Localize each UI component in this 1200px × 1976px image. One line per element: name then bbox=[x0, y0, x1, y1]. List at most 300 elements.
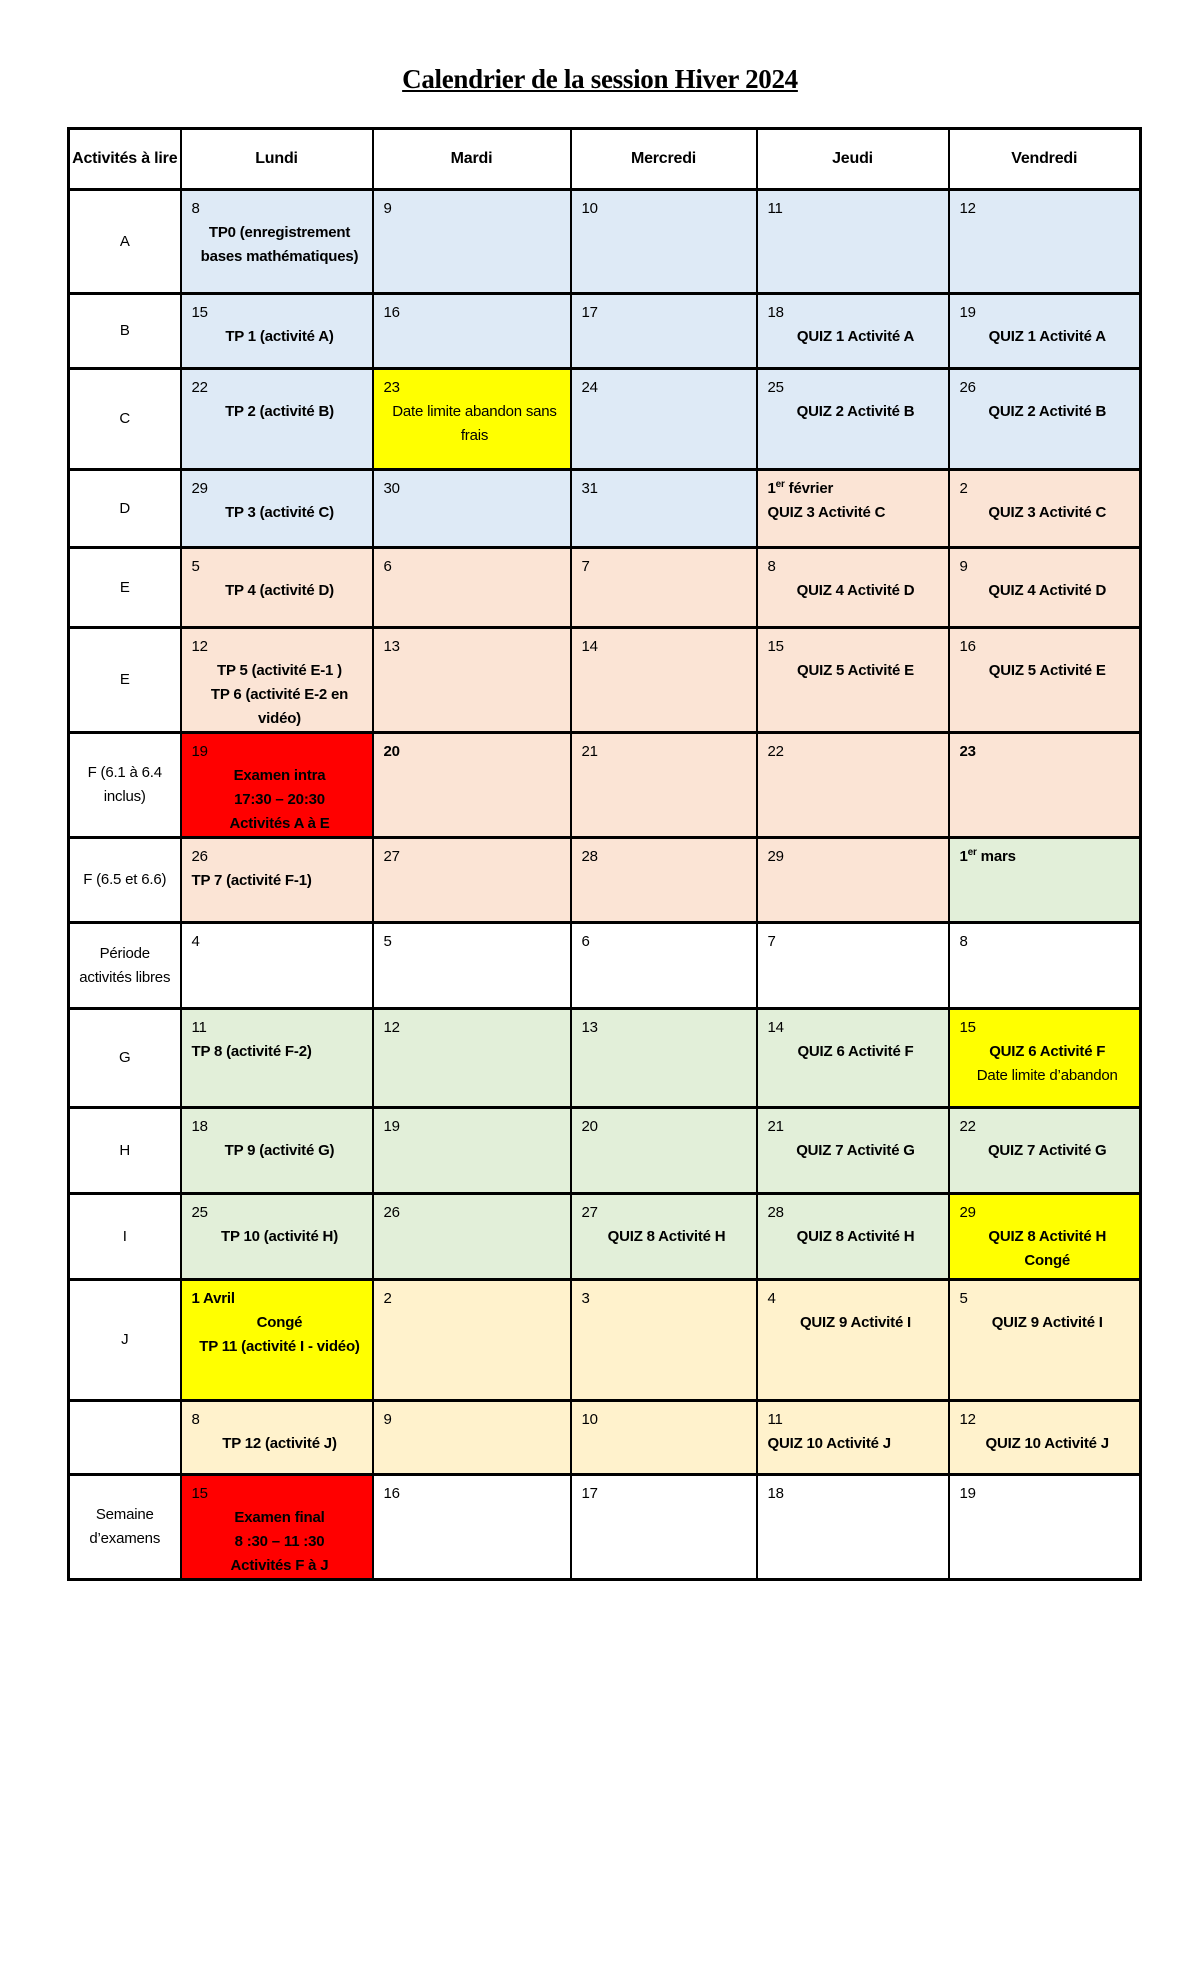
event-text: TP 5 (activité E-1 ) bbox=[217, 662, 342, 679]
event-text: TP 6 (activité E-2 en vidéo) bbox=[210, 686, 349, 727]
week-row bbox=[69, 1475, 1141, 1580]
day-cell bbox=[949, 733, 1141, 838]
day-cell bbox=[571, 470, 757, 548]
day-number-value: 19 bbox=[959, 304, 976, 321]
week-activities-label: J bbox=[69, 1280, 181, 1401]
event-text: Congé bbox=[1024, 1252, 1071, 1269]
day-number-value: 14 bbox=[581, 638, 598, 655]
day-cell bbox=[373, 1009, 571, 1108]
event-text: Examen final bbox=[234, 1509, 325, 1526]
week-row bbox=[69, 369, 1141, 470]
day-number bbox=[582, 197, 752, 221]
day-number bbox=[768, 845, 944, 869]
day-cell bbox=[181, 294, 373, 369]
header-row bbox=[69, 129, 1141, 190]
day-number-value: 13 bbox=[383, 638, 400, 655]
day-number-value: 14 bbox=[767, 1019, 784, 1036]
day-cell bbox=[373, 1401, 571, 1475]
day-number-value: 8 bbox=[959, 933, 968, 950]
day-cell bbox=[181, 923, 373, 1009]
week-row bbox=[69, 1194, 1141, 1280]
day-number-value: 17 bbox=[581, 1485, 598, 1502]
day-cell bbox=[757, 1194, 949, 1280]
day-number bbox=[582, 477, 752, 501]
day-number bbox=[768, 301, 944, 325]
day-number-value: 12 bbox=[959, 1411, 976, 1428]
day-cell bbox=[373, 1194, 571, 1280]
day-cell bbox=[181, 1194, 373, 1280]
month-name: février bbox=[784, 480, 834, 497]
day-number-value: 15 bbox=[767, 638, 784, 655]
day-number bbox=[582, 1016, 752, 1040]
ordinal-suffix: er bbox=[775, 479, 785, 490]
event-text: 17:30 – 20:30 bbox=[234, 791, 325, 808]
event-text: QUIZ 1 Activité A bbox=[796, 328, 915, 345]
event-text: QUIZ 10 Activité J bbox=[985, 1435, 1109, 1452]
day-cell bbox=[949, 369, 1141, 470]
day-cell bbox=[571, 548, 757, 628]
day-number-value: 12 bbox=[383, 1019, 400, 1036]
event-text: TP 9 (activité G) bbox=[224, 1142, 335, 1159]
day-number bbox=[384, 930, 566, 954]
day-cell bbox=[757, 294, 949, 369]
day-cell bbox=[949, 190, 1141, 294]
event-text: QUIZ 7 Activité G bbox=[796, 1142, 915, 1159]
event-text: TP 2 (activité B) bbox=[225, 403, 334, 420]
day-number bbox=[768, 740, 944, 764]
day-cell bbox=[181, 369, 373, 470]
day-number-value: 9 bbox=[383, 1411, 392, 1428]
day-number-value: 18 bbox=[767, 304, 784, 321]
event-text: QUIZ 3 Activité C bbox=[988, 504, 1107, 521]
day-number-value: 7 bbox=[581, 558, 590, 575]
day-number bbox=[192, 740, 368, 764]
event-text: QUIZ 6 Activité F bbox=[797, 1043, 914, 1060]
week-activities-label bbox=[69, 1401, 181, 1475]
day-number bbox=[192, 845, 368, 869]
day-cell bbox=[181, 1009, 373, 1108]
day-number-value: 3 bbox=[581, 1290, 590, 1307]
day-cell bbox=[571, 923, 757, 1009]
day-number bbox=[582, 845, 752, 869]
day-number bbox=[582, 1115, 752, 1139]
day-number-value: 29 bbox=[959, 1204, 976, 1221]
day-cell bbox=[571, 733, 757, 838]
day-cell bbox=[181, 1475, 373, 1580]
day-number-value: 10 bbox=[581, 200, 598, 217]
day-number bbox=[192, 1482, 368, 1506]
week-activities-label: G bbox=[69, 1009, 181, 1108]
day-number-value: 6 bbox=[383, 558, 392, 575]
week-row bbox=[69, 1108, 1141, 1194]
day-number bbox=[384, 1287, 566, 1311]
day-number-value: 16 bbox=[959, 638, 976, 655]
day-number bbox=[192, 376, 368, 400]
day-cell bbox=[181, 838, 373, 923]
day-cell bbox=[571, 1280, 757, 1401]
day-number bbox=[582, 376, 752, 400]
day-number bbox=[960, 1482, 1136, 1506]
event-text: Activités F à J bbox=[230, 1557, 329, 1574]
day-number-value: 7 bbox=[767, 933, 776, 950]
week-activities-label: F (6.5 et 6.6) bbox=[69, 838, 181, 923]
event-text: TP 11 (activité I - vidéo) bbox=[199, 1338, 360, 1355]
day-number bbox=[384, 197, 566, 221]
day-number bbox=[582, 1201, 752, 1225]
event-text: TP 12 (activité J) bbox=[222, 1435, 337, 1452]
day-cell bbox=[181, 628, 373, 733]
day-number-value: 21 bbox=[581, 743, 598, 760]
event-text: Congé bbox=[256, 1314, 303, 1331]
day-number-value: 16 bbox=[383, 304, 400, 321]
event-text: QUIZ 7 Activité G bbox=[987, 1142, 1107, 1159]
day-cell bbox=[949, 838, 1141, 923]
day-number-value: 20 bbox=[581, 1118, 598, 1135]
day-number bbox=[384, 1201, 566, 1225]
day-number-value: 12 bbox=[959, 200, 976, 217]
week-activities-label: I bbox=[69, 1194, 181, 1280]
day-number bbox=[582, 1287, 752, 1311]
event-text: QUIZ 5 Activité E bbox=[797, 662, 914, 679]
event-text: TP 1 (activité A) bbox=[225, 328, 334, 345]
day-number bbox=[192, 555, 368, 579]
day-cell bbox=[949, 294, 1141, 369]
day-cell bbox=[949, 470, 1141, 548]
day-number-value: 25 bbox=[767, 379, 784, 396]
day-number bbox=[192, 197, 368, 221]
day-number bbox=[384, 477, 566, 501]
day-number bbox=[582, 301, 752, 325]
day-number bbox=[768, 930, 944, 954]
day-number bbox=[192, 635, 368, 659]
event-text: Date limite d’abandon bbox=[976, 1067, 1118, 1084]
day-number-value: 25 bbox=[191, 1204, 208, 1221]
day-number bbox=[768, 1287, 944, 1311]
day-number-value: 10 bbox=[581, 1411, 598, 1428]
day-number bbox=[384, 1482, 566, 1506]
day-cell bbox=[949, 1401, 1141, 1475]
day-cell bbox=[949, 1475, 1141, 1580]
event-text: TP 3 (activité C) bbox=[225, 504, 334, 521]
session-calendar-table bbox=[67, 127, 1142, 1581]
day-number-value: 1 Avril bbox=[191, 1290, 235, 1307]
day-number bbox=[768, 1115, 944, 1139]
event-text: QUIZ 6 Activité F bbox=[989, 1043, 1106, 1060]
day-number-value: 4 bbox=[191, 933, 200, 950]
week-row bbox=[69, 548, 1141, 628]
day-cell bbox=[757, 1280, 949, 1401]
day-cell bbox=[181, 548, 373, 628]
week-row bbox=[69, 1401, 1141, 1475]
day-cell bbox=[373, 838, 571, 923]
day-number-value: 5 bbox=[191, 558, 200, 575]
day-number-value: 1 bbox=[767, 480, 776, 497]
day-cell bbox=[373, 923, 571, 1009]
day-number-value: 31 bbox=[581, 480, 598, 497]
day-cell bbox=[373, 1280, 571, 1401]
day-number-value: 9 bbox=[959, 558, 968, 575]
day-number bbox=[192, 930, 368, 954]
day-number-value: 27 bbox=[581, 1204, 598, 1221]
week-activities-label: A bbox=[69, 190, 181, 294]
day-cell bbox=[373, 733, 571, 838]
day-number bbox=[582, 1482, 752, 1506]
event-text: TP 10 (activité H) bbox=[220, 1228, 338, 1245]
day-cell bbox=[571, 190, 757, 294]
day-cell bbox=[571, 1475, 757, 1580]
day-number bbox=[384, 301, 566, 325]
week-row bbox=[69, 628, 1141, 733]
day-number bbox=[768, 197, 944, 221]
day-number-value: 23 bbox=[383, 379, 400, 396]
week-activities-label: B bbox=[69, 294, 181, 369]
day-cell bbox=[181, 1108, 373, 1194]
day-cell bbox=[373, 294, 571, 369]
day-cell bbox=[757, 190, 949, 294]
day-number bbox=[768, 376, 944, 400]
event-text: TP 8 (activité F-2) bbox=[191, 1043, 312, 1060]
day-number-value: 18 bbox=[191, 1118, 208, 1135]
day-cell bbox=[181, 733, 373, 838]
day-number bbox=[960, 930, 1136, 954]
week-row bbox=[69, 923, 1141, 1009]
day-number bbox=[582, 930, 752, 954]
day-number bbox=[960, 1408, 1136, 1432]
day-number-value: 29 bbox=[767, 848, 784, 865]
day-number bbox=[582, 740, 752, 764]
day-number-value: 22 bbox=[191, 379, 208, 396]
day-number bbox=[384, 635, 566, 659]
day-number-value: 8 bbox=[191, 200, 200, 217]
day-number bbox=[960, 635, 1136, 659]
day-number bbox=[582, 635, 752, 659]
day-cell bbox=[373, 1108, 571, 1194]
day-number bbox=[768, 1016, 944, 1040]
day-cell bbox=[373, 190, 571, 294]
day-number-value: 5 bbox=[959, 1290, 968, 1307]
day-number-value: 16 bbox=[383, 1485, 400, 1502]
week-row bbox=[69, 470, 1141, 548]
day-number-value: 9 bbox=[383, 200, 392, 217]
event-text: QUIZ 5 Activité E bbox=[988, 662, 1106, 679]
event-text: QUIZ 9 Activité I bbox=[991, 1314, 1103, 1331]
day-cell bbox=[949, 1280, 1141, 1401]
day-cell bbox=[757, 1009, 949, 1108]
week-activities-label: H bbox=[69, 1108, 181, 1194]
day-cell bbox=[571, 369, 757, 470]
day-number-value: 26 bbox=[959, 379, 976, 396]
day-number bbox=[960, 301, 1136, 325]
day-cell bbox=[949, 1194, 1141, 1280]
day-cell bbox=[757, 733, 949, 838]
day-number-value: 15 bbox=[191, 304, 208, 321]
day-cell bbox=[373, 628, 571, 733]
column-header-activities: Activités à lire bbox=[69, 129, 181, 190]
event-text: QUIZ 4 Activité D bbox=[988, 582, 1107, 599]
day-number bbox=[384, 740, 566, 764]
event-text: Date limite abandon sans frais bbox=[392, 403, 557, 444]
day-number-value: 8 bbox=[191, 1411, 200, 1428]
event-text: QUIZ 8 Activité H bbox=[607, 1228, 726, 1245]
day-cell bbox=[949, 628, 1141, 733]
day-number-value: 11 bbox=[767, 1411, 783, 1428]
day-number bbox=[960, 477, 1136, 501]
event-text: QUIZ 9 Activité I bbox=[799, 1314, 912, 1331]
day-number bbox=[384, 555, 566, 579]
day-number-value: 29 bbox=[191, 480, 208, 497]
day-cell bbox=[571, 1194, 757, 1280]
event-text: QUIZ 4 Activité D bbox=[796, 582, 915, 599]
event-text: QUIZ 1 Activité A bbox=[988, 328, 1106, 345]
column-header-lundi: Lundi bbox=[181, 129, 373, 190]
event-text: QUIZ 8 Activité H bbox=[988, 1228, 1107, 1245]
page-title: Calendrier de la session Hiver 2024 bbox=[402, 64, 798, 94]
day-number-value: 27 bbox=[383, 848, 400, 865]
column-header-mercredi: Mercredi bbox=[571, 129, 757, 190]
day-number bbox=[960, 555, 1136, 579]
day-number bbox=[960, 1287, 1136, 1311]
day-number bbox=[768, 1201, 944, 1225]
day-cell bbox=[571, 1108, 757, 1194]
day-number bbox=[192, 1115, 368, 1139]
event-text: QUIZ 2 Activité B bbox=[796, 403, 915, 420]
day-number bbox=[192, 1408, 368, 1432]
day-number bbox=[768, 635, 944, 659]
month-name: mars bbox=[976, 848, 1016, 865]
week-activities-label: E bbox=[69, 628, 181, 733]
week-row bbox=[69, 1009, 1141, 1108]
column-header-jeudi: Jeudi bbox=[757, 129, 949, 190]
day-number-value: 13 bbox=[581, 1019, 598, 1036]
day-cell bbox=[571, 294, 757, 369]
day-number-value: 22 bbox=[767, 743, 784, 760]
day-cell bbox=[571, 1009, 757, 1108]
day-cell bbox=[571, 628, 757, 733]
day-number bbox=[192, 1016, 368, 1040]
event-text: QUIZ 2 Activité B bbox=[988, 403, 1107, 420]
day-cell bbox=[571, 838, 757, 923]
event-text: Activités A à E bbox=[229, 815, 330, 832]
week-activities-label: Semaine d’examens bbox=[69, 1475, 181, 1580]
day-number bbox=[582, 1408, 752, 1432]
day-number-value: 11 bbox=[191, 1019, 207, 1036]
week-activities-label: C bbox=[69, 369, 181, 470]
day-cell bbox=[757, 548, 949, 628]
event-text: QUIZ 8 Activité H bbox=[796, 1228, 915, 1245]
day-number bbox=[960, 1016, 1136, 1040]
week-activities-label: D bbox=[69, 470, 181, 548]
day-number-value: 17 bbox=[581, 304, 598, 321]
day-number bbox=[768, 555, 944, 579]
week-row bbox=[69, 838, 1141, 923]
event-text: QUIZ 10 Activité J bbox=[767, 1435, 891, 1452]
day-number-value: 18 bbox=[767, 1485, 784, 1502]
day-cell bbox=[181, 1401, 373, 1475]
day-cell bbox=[949, 1009, 1141, 1108]
day-cell bbox=[757, 470, 949, 548]
day-cell bbox=[757, 838, 949, 923]
day-number-value: 28 bbox=[581, 848, 598, 865]
day-number bbox=[192, 477, 368, 501]
day-cell bbox=[757, 1475, 949, 1580]
day-number bbox=[384, 1016, 566, 1040]
day-number-value: 19 bbox=[191, 743, 208, 760]
day-number-value: 22 bbox=[959, 1118, 976, 1135]
day-number-value: 20 bbox=[383, 743, 400, 760]
day-number bbox=[582, 555, 752, 579]
day-cell bbox=[949, 923, 1141, 1009]
day-number-value: 12 bbox=[191, 638, 208, 655]
day-number-value: 19 bbox=[959, 1485, 976, 1502]
column-header-vendredi: Vendredi bbox=[949, 129, 1141, 190]
day-number bbox=[768, 477, 944, 501]
day-cell bbox=[757, 1108, 949, 1194]
day-number-value: 8 bbox=[767, 558, 776, 575]
day-number-value: 30 bbox=[383, 480, 400, 497]
day-number-value: 26 bbox=[383, 1204, 400, 1221]
day-number bbox=[960, 376, 1136, 400]
week-activities-label: Période activités libres bbox=[69, 923, 181, 1009]
day-number bbox=[192, 1201, 368, 1225]
week-row bbox=[69, 1280, 1141, 1401]
day-number bbox=[960, 1201, 1136, 1225]
event-text: 8 :30 – 11 :30 bbox=[234, 1533, 325, 1550]
day-number-value: 1 bbox=[959, 848, 968, 865]
day-number-value: 26 bbox=[191, 848, 208, 865]
day-cell bbox=[373, 548, 571, 628]
day-cell bbox=[757, 628, 949, 733]
event-text: Examen intra bbox=[233, 767, 326, 784]
week-row bbox=[69, 294, 1141, 369]
ordinal-suffix: er bbox=[967, 847, 977, 858]
day-cell bbox=[181, 190, 373, 294]
day-number-value: 4 bbox=[767, 1290, 776, 1307]
day-cell bbox=[571, 1401, 757, 1475]
day-cell bbox=[373, 470, 571, 548]
day-number-value: 19 bbox=[383, 1118, 400, 1135]
day-number-value: 28 bbox=[767, 1204, 784, 1221]
event-text: TP 4 (activité D) bbox=[225, 582, 334, 599]
day-cell bbox=[949, 1108, 1141, 1194]
day-cell bbox=[373, 1475, 571, 1580]
day-cell bbox=[757, 923, 949, 1009]
day-number bbox=[960, 197, 1136, 221]
day-number bbox=[384, 1115, 566, 1139]
week-row bbox=[69, 733, 1141, 838]
event-text: QUIZ 3 Activité C bbox=[767, 504, 886, 521]
week-row bbox=[69, 190, 1141, 294]
day-cell bbox=[949, 548, 1141, 628]
day-number bbox=[960, 1115, 1136, 1139]
day-number bbox=[960, 845, 1136, 869]
day-cell bbox=[757, 369, 949, 470]
day-number-value: 11 bbox=[767, 200, 783, 217]
day-number bbox=[384, 376, 566, 400]
event-text: TP0 (enregistrement bases mathématiques) bbox=[200, 224, 359, 265]
day-number-value: 5 bbox=[383, 933, 392, 950]
day-number bbox=[384, 845, 566, 869]
day-number-value: 15 bbox=[959, 1019, 976, 1036]
day-number-value: 15 bbox=[191, 1485, 208, 1502]
day-number-value: 6 bbox=[581, 933, 590, 950]
week-activities-label: F (6.1 à 6.4 inclus) bbox=[69, 733, 181, 838]
column-header-mardi: Mardi bbox=[373, 129, 571, 190]
day-number bbox=[768, 1408, 944, 1432]
day-number bbox=[768, 1482, 944, 1506]
day-number-value: 24 bbox=[581, 379, 598, 396]
day-number bbox=[192, 1287, 368, 1311]
event-text: TP 7 (activité F-1) bbox=[191, 872, 312, 889]
